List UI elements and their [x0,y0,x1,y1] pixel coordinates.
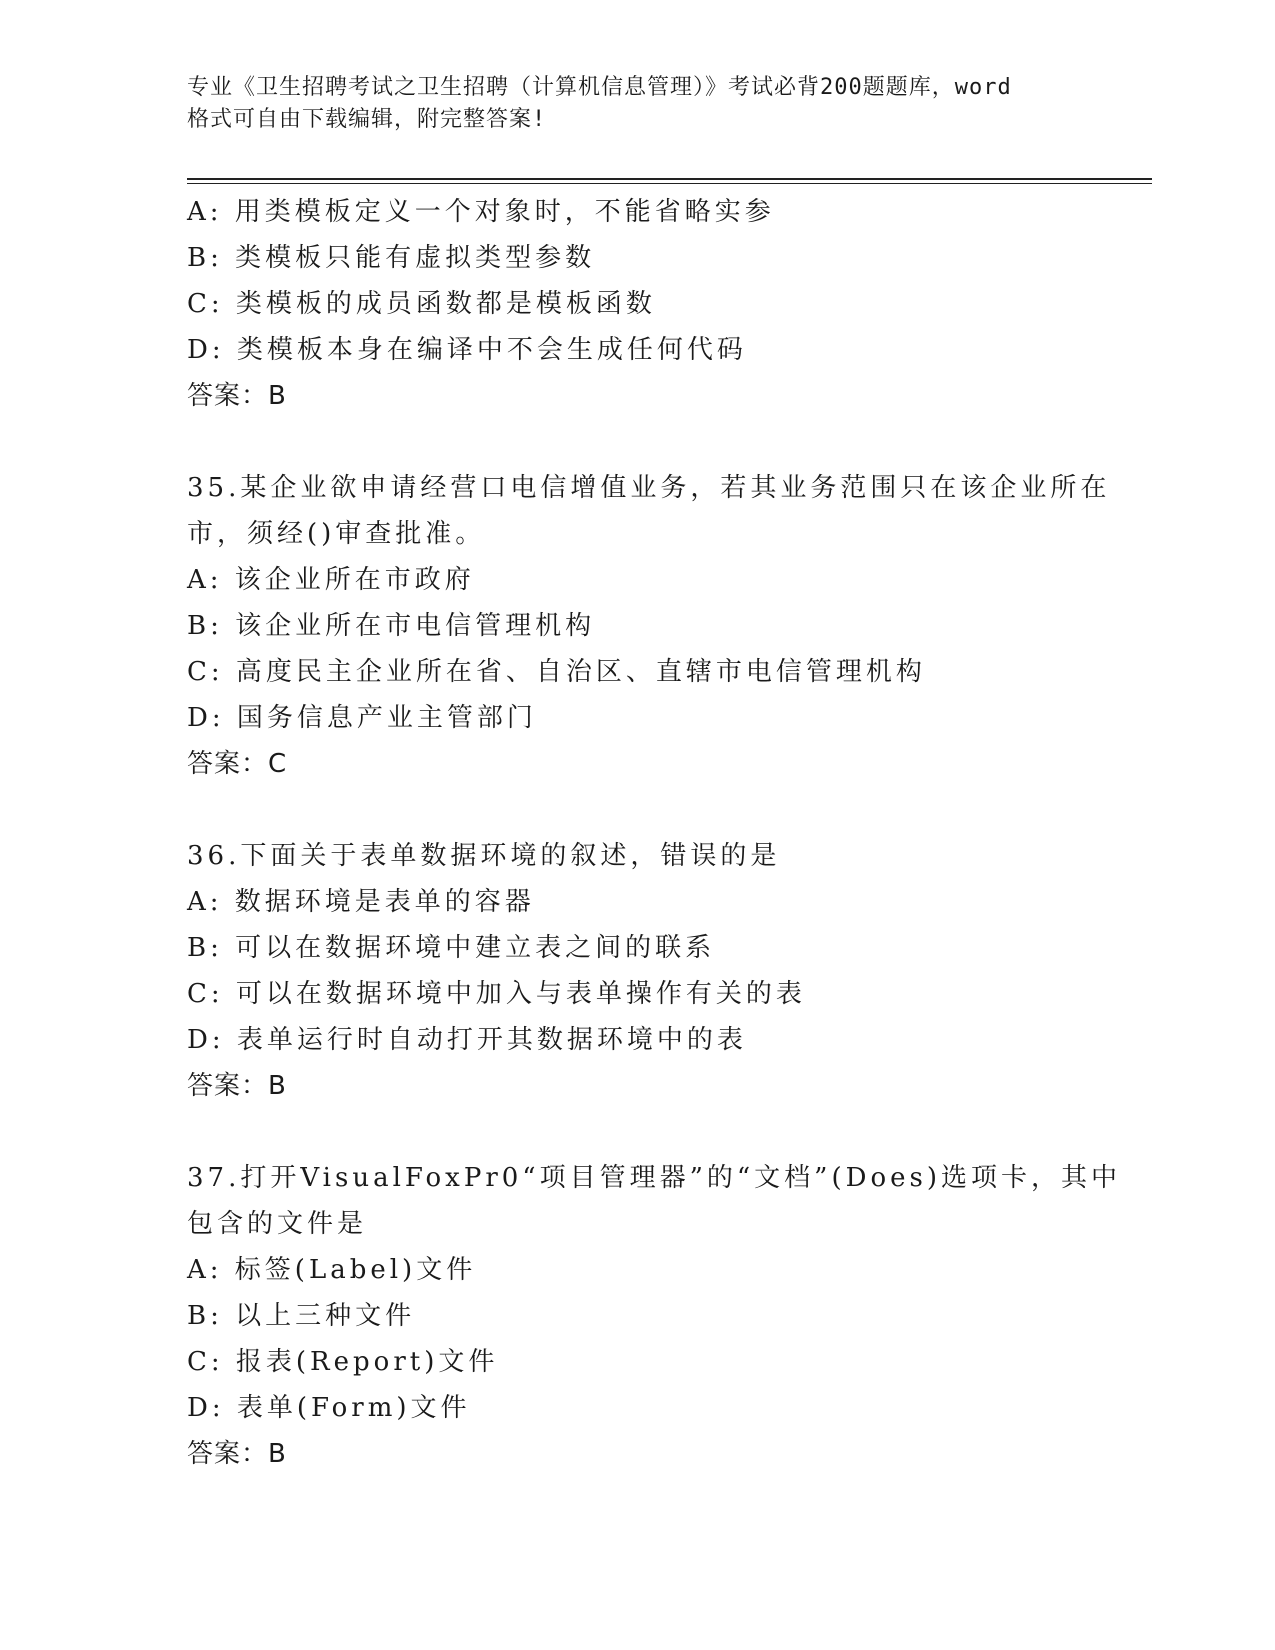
header-line-2: 格式可自由下载编辑，附完整答案! [187,107,547,132]
question-block [187,1155,1121,1477]
question-text-line: 37.打开VisualFoxPr0“项目管理器”的“文档”(Does)选项卡，其中 [187,1163,1121,1193]
question-block [187,833,1117,1109]
question-block [187,189,1117,419]
option-d: D: 类模板本身在编译中不会生成任何代码 [187,335,747,365]
header-divider [187,178,1152,184]
option-a: A: 数据环境是表单的容器 [187,887,535,917]
option-b: B: 类模板只能有虚拟类型参数 [187,243,596,273]
question-text-line: 35.某企业欲申请经营口电信增值业务，若其业务范围只在该企业所在 [187,473,1111,503]
option-c: C: 报表(Report)文件 [187,1347,499,1377]
question-text-line: 包含的文件是 [187,1209,368,1239]
answer-line: 答案：B [187,381,287,411]
document-header [187,72,1087,136]
option-b: B: 该企业所在市电信管理机构 [187,611,596,641]
question-text-line: 市，须经()审查批准。 [187,519,486,549]
option-d: D: 表单运行时自动打开其数据环境中的表 [187,1025,747,1055]
answer-line: 答案：C [187,749,288,779]
question-text-line: 36.下面关于表单数据环境的叙述，错误的是 [187,841,781,871]
question-block [187,465,1117,787]
option-c: C: 高度民主企业所在省、自治区、直辖市电信管理机构 [187,657,926,687]
option-d: D: 表单(Form)文件 [187,1393,471,1423]
option-d: D: 国务信息产业主管部门 [187,703,537,733]
option-a: A: 该企业所在市政府 [187,565,475,595]
option-c: C: 类模板的成员函数都是模板函数 [187,289,656,319]
option-c: C: 可以在数据环境中加入与表单操作有关的表 [187,979,806,1009]
option-a: A: 标签(Label)文件 [187,1255,477,1285]
option-a: A: 用类模板定义一个对象时，不能省略实参 [187,197,775,227]
answer-line: 答案：B [187,1439,287,1469]
option-b: B: 以上三种文件 [187,1301,416,1331]
question-list [187,189,1121,1523]
option-b: B: 可以在数据环境中建立表之间的联系 [187,933,716,963]
answer-line: 答案：B [187,1071,287,1101]
header-line-1: 专业《卫生招聘考试之卫生招聘（计算机信息管理）》考试必背200题题库，word [187,75,1012,100]
